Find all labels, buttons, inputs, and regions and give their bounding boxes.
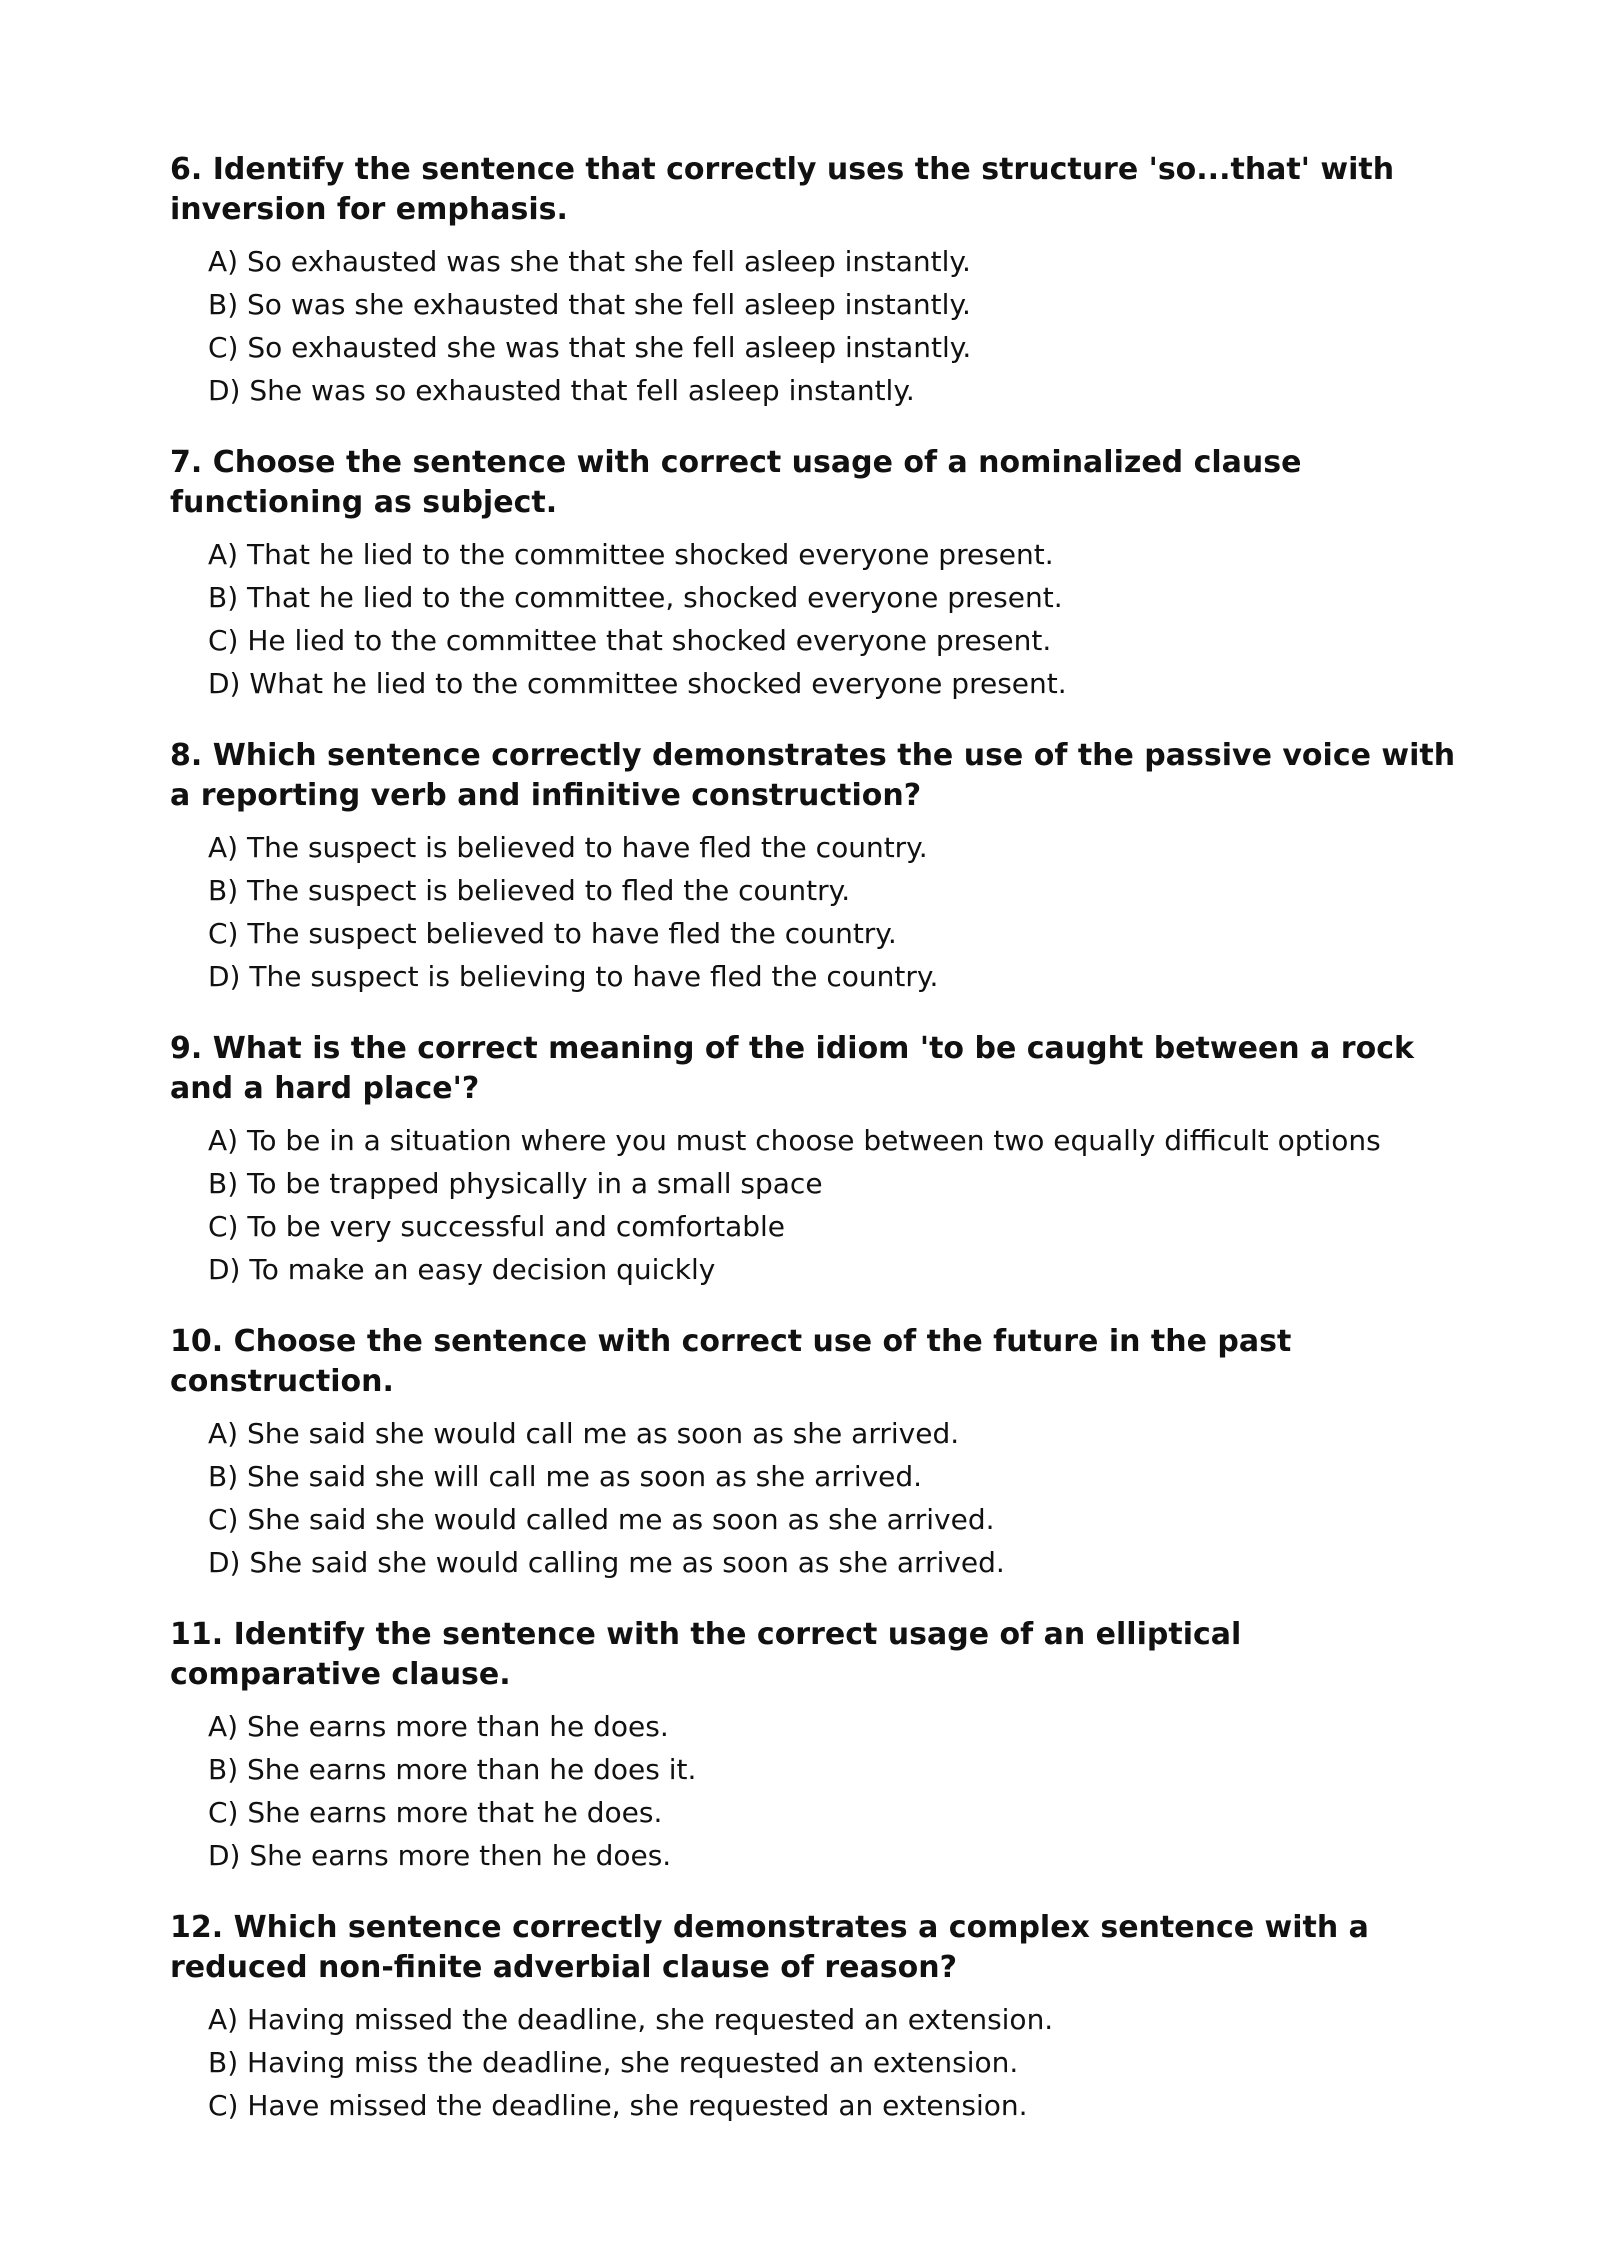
option-d: D) She said she would calling me as soon as she arrived. (208, 1546, 1005, 1579)
option-c: C) The suspect believed to have fled the country. (208, 917, 897, 950)
option-c: C) Have missed the deadline, she requested an extension. (208, 2089, 1028, 2122)
option-b: B) She earns more than he does it. (208, 1753, 697, 1786)
question-title: 8. Which sentence correctly demonstrates the use of the passive voice with a reporting verb and infinitive construction? (170, 738, 1456, 813)
option-b: B) To be trapped physically in a small space (208, 1167, 823, 1200)
question-title: 7. Choose the sentence with correct usage of a nominalized clause functioning as subject. (170, 445, 1302, 520)
worksheet-page (170, 150, 1460, 2158)
option-a: A) She said she would call me as soon as she arrived. (208, 1417, 960, 1450)
option-a: A) The suspect is believed to have fled the country. (208, 831, 928, 864)
question-title: 10. Choose the sentence with correct use of the future in the past construction. (170, 1324, 1292, 1399)
option-b: B) She said she will call me as soon as she arrived. (208, 1460, 923, 1493)
question-8 (170, 736, 1460, 998)
question-12 (170, 1908, 1460, 2127)
option-list (170, 240, 1460, 412)
option-list (170, 1998, 1460, 2127)
question-7 (170, 443, 1460, 705)
question-title: 6. Identify the sentence that correctly uses the structure 'so...that' with inversion for emphasis. (170, 152, 1395, 227)
question-10 (170, 1322, 1460, 1584)
option-list (170, 1705, 1460, 1877)
option-d: D) The suspect is believing to have fled the country. (208, 960, 939, 993)
option-c: C) She earns more that he does. (208, 1796, 663, 1829)
question-title: 12. Which sentence correctly demonstrates a complex sentence with a reduced non-finite adverbial clause of reason? (170, 1910, 1369, 1985)
option-list (170, 826, 1460, 998)
option-a: A) She earns more than he does. (208, 1710, 669, 1743)
option-c: C) She said she would called me as soon as she arrived. (208, 1503, 995, 1536)
option-list (170, 1119, 1460, 1291)
option-b: B) Having miss the deadline, she requested an extension. (208, 2046, 1019, 2079)
question-6 (170, 150, 1460, 412)
question-title: 11. Identify the sentence with the correct usage of an elliptical comparative clause. (170, 1617, 1242, 1692)
question-11 (170, 1615, 1460, 1877)
option-a: A) That he lied to the committee shocked everyone present. (208, 538, 1054, 571)
question-title: 9. What is the correct meaning of the idiom 'to be caught between a rock and a hard place'? (170, 1031, 1414, 1106)
option-d: D) She was so exhausted that fell asleep instantly. (208, 374, 915, 407)
option-d: D) What he lied to the committee shocked everyone present. (208, 667, 1067, 700)
option-a: A) So exhausted was she that she fell asleep instantly. (208, 245, 971, 278)
question-9 (170, 1029, 1460, 1291)
option-list (170, 533, 1460, 705)
option-b: B) The suspect is believed to fled the country. (208, 874, 851, 907)
option-a: A) Having missed the deadline, she requested an extension. (208, 2003, 1054, 2036)
option-d: D) She earns more then he does. (208, 1839, 672, 1872)
option-a: A) To be in a situation where you must choose between two equally difficult options (208, 1124, 1381, 1157)
option-c: C) He lied to the committee that shocked everyone present. (208, 624, 1052, 657)
option-b: B) That he lied to the committee, shocked everyone present. (208, 581, 1063, 614)
option-c: C) To be very successful and comfortable (208, 1210, 786, 1243)
option-c: C) So exhausted she was that she fell asleep instantly. (208, 331, 972, 364)
option-list (170, 1412, 1460, 1584)
option-b: B) So was she exhausted that she fell asleep instantly. (208, 288, 971, 321)
option-d: D) To make an easy decision quickly (208, 1253, 716, 1286)
